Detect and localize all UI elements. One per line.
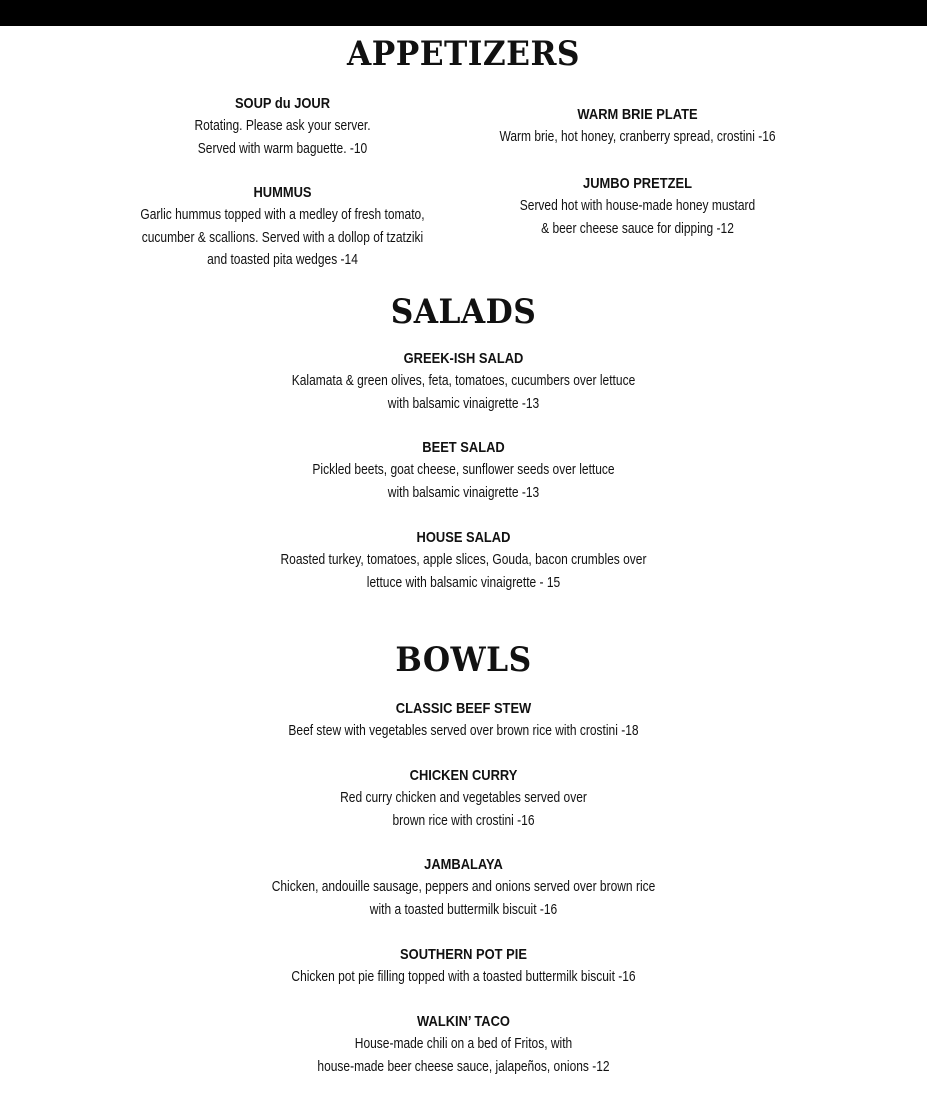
item-desc-line: house-made beer cheese sauce, jalapeños, onions -12: [317, 1057, 610, 1075]
menu-item-walkin-taco: [0, 1011, 927, 1078]
item-desc-line: House-made chili on a bed of Fritos, with: [354, 1035, 573, 1052]
item-desc-line: and toasted pita wedges -14: [207, 251, 358, 268]
item-desc-line: Served with warm baguette. -10: [197, 139, 368, 157]
item-desc-line: Chicken, andouille sausage, peppers and onions served over brown rice: [271, 878, 656, 895]
menu-item-house-salad: [0, 527, 927, 594]
menu-item-beet-salad: [0, 437, 927, 504]
item-desc-line: Red curry chicken and vegetables served over: [340, 789, 587, 806]
menu-item-chicken-curry: [0, 765, 927, 832]
menu-item-hummus: [80, 182, 485, 272]
section-title-bowls: BOWLS: [395, 640, 532, 680]
item-desc-line: Roasted turkey, tomatoes, apple slices, Gouda, bacon crumbles over: [280, 551, 647, 568]
item-desc-line: brown rice with crostini -16: [392, 811, 535, 829]
item-name: JUMBO PRETZEL: [583, 175, 692, 192]
item-name: SOUTHERN POT PIE: [400, 946, 527, 963]
item-desc-line: Kalamata & green olives, feta, tomatoes, cucumbers over lettuce: [291, 372, 636, 389]
menu-item-jambalaya: [0, 854, 927, 921]
item-desc-line: Served hot with house-made honey mustard: [519, 197, 756, 214]
item-name: CLASSIC BEEF STEW: [395, 700, 532, 717]
item-desc-line: lettuce with balsamic vinaigrette - 15: [366, 573, 561, 591]
item-name: WALKIN’ TACO: [417, 1013, 510, 1030]
item-desc-line: with a toasted buttermilk biscuit -16: [369, 900, 558, 918]
item-name: HUMMUS: [253, 184, 312, 201]
menu-item-southern-pot-pie: [0, 944, 927, 989]
item-desc-line: Chicken pot pie filling topped with a toasted buttermilk biscuit -16: [291, 968, 636, 985]
item-desc-line: Rotating. Please ask your server.: [194, 117, 371, 134]
top-black-bar: [0, 0, 927, 26]
item-desc-line: Garlic hummus topped with a medley of fresh tomato,: [140, 206, 425, 223]
item-desc-line: Pickled beets, goat cheese, sunflower seeds over lettuce: [312, 461, 615, 478]
item-desc-line: cucumber & scallions. Served with a dollop of tzatziki: [141, 228, 424, 246]
item-name: GREEK-ISH SALAD: [403, 350, 524, 367]
menu-item-greek-ish-salad: [0, 348, 927, 415]
menu-item-soup-du-jour: [80, 93, 485, 160]
section-title-appetizers: APPETIZERS: [347, 34, 580, 74]
item-desc-line: & beer cheese sauce for dipping -12: [541, 219, 734, 237]
item-name: SOUP du JOUR: [234, 95, 331, 112]
section-title-salads: SALADS: [390, 292, 537, 332]
menu-item-jumbo-pretzel: [435, 173, 840, 240]
item-name: JAMBALAYA: [424, 856, 503, 873]
item-name: BEET SALAD: [422, 439, 505, 456]
menu-item-warm-brie-plate: [435, 104, 840, 149]
item-desc-line: Warm brie, hot honey, cranberry spread, crostini -16: [499, 128, 776, 145]
item-desc-line: Beef stew with vegetables served over brown rice with crostini -18: [288, 722, 639, 739]
item-name: CHICKEN CURRY: [409, 767, 518, 784]
item-name: HOUSE SALAD: [416, 529, 511, 546]
item-desc-line: with balsamic vinaigrette -13: [387, 394, 540, 412]
item-desc-line: with balsamic vinaigrette -13: [387, 483, 540, 501]
item-name: WARM BRIE PLATE: [577, 106, 698, 123]
menu-item-classic-beef-stew: [0, 698, 927, 743]
